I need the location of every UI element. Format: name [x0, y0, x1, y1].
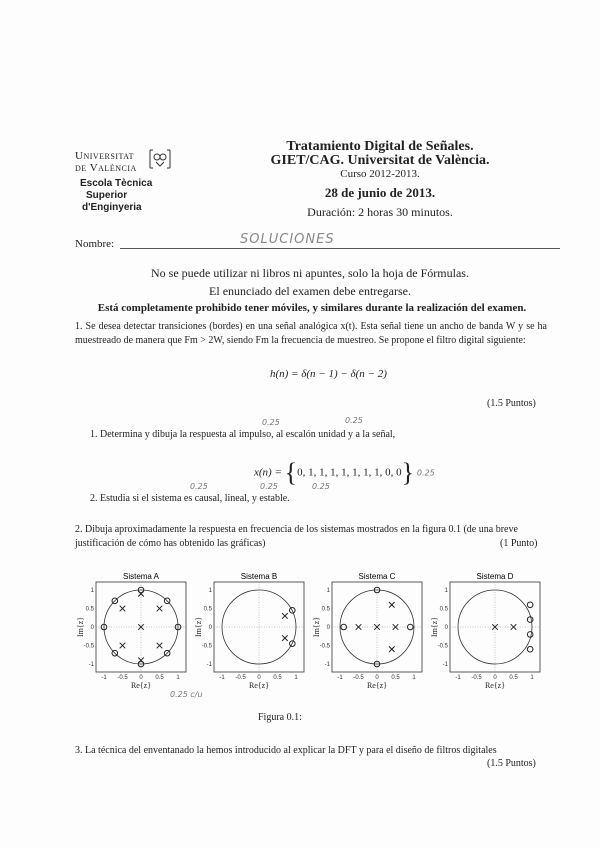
- pole-marker: [120, 643, 126, 649]
- tick-label: -1: [88, 662, 94, 668]
- tick-label: 0: [326, 625, 330, 631]
- tick-label: 1: [90, 588, 94, 594]
- handwritten-note: 0.25: [262, 418, 280, 427]
- tick-label: 0: [208, 625, 212, 631]
- university-logo-text: [75, 150, 137, 174]
- zero-marker: [527, 617, 533, 623]
- tick-label: -0.5: [471, 675, 482, 681]
- tick-label: 0: [493, 675, 497, 681]
- x-axis-label: Re{z}: [366, 681, 388, 690]
- exam-course: Curso 2012-2013.: [340, 168, 420, 180]
- pole-marker: [157, 606, 163, 612]
- zero-marker: [527, 646, 533, 652]
- tick-label: -0.5: [437, 643, 448, 650]
- question3-points: (1.5 Puntos): [487, 758, 536, 769]
- question1-text: 1. Se desea detectar transiciones (bordes) en una señal analógica x(t). Esta señal tiene un ancho de banda W y se ha muestreado de manera que Fm > 2W, siendo Fm la frecuencia de muestreo. Se propone el filtro digital siguiente:: [75, 321, 547, 346]
- pole-marker: [157, 643, 163, 649]
- pole-zero-plot: [430, 572, 540, 690]
- tick-label: 0: [257, 675, 261, 681]
- pole-zero-plot: [312, 572, 422, 690]
- pole-marker: [120, 606, 126, 612]
- x-axis-label: Re{z}: [484, 681, 506, 690]
- zero-marker: [527, 602, 533, 608]
- pole-marker: [389, 602, 395, 608]
- question3-text: 3. La técnica del enventanado la hemos introducido al explicar la DFT y para el diseño de filtros digitales: [75, 745, 497, 756]
- pole-marker: [389, 646, 395, 652]
- exam-subtitle: GIET/CAG. Universitat de València.: [270, 153, 490, 168]
- tick-label: 0.5: [203, 606, 212, 613]
- tick-label: 1: [176, 675, 180, 681]
- tick-label: -0.5: [235, 675, 246, 681]
- x-axis-label: Re{z}: [130, 681, 152, 690]
- plot-title: Sistema C: [358, 572, 396, 581]
- university-seal-icon: [148, 148, 172, 175]
- tick-label: 1: [444, 588, 448, 594]
- question1-item1-text: 1. Determina y dibuja la respuesta al impulso, al escalón unidad y a la señal,: [90, 429, 396, 440]
- rule-no-phones: Está completamente prohibido tener móviles, y similares durante la realización del examen.: [97, 302, 527, 314]
- handwritten-note: 0.25: [312, 482, 330, 491]
- tick-label: 0: [139, 675, 143, 681]
- rule-no-books: No se puede utilizar ni libros ni apuntes, solo la hoja de Fórmulas.: [151, 266, 469, 280]
- exam-title: Tratamiento Digital de Señales.: [286, 139, 474, 154]
- tick-label: -1: [442, 662, 448, 668]
- school-name-line1: Escola Tècnica: [80, 178, 153, 189]
- pole-zero-plot: [194, 572, 304, 690]
- handwritten-note: 0.25: [190, 482, 208, 491]
- pole-marker: [282, 613, 288, 619]
- tick-label: 0.5: [273, 675, 282, 681]
- pole-zero-figure: [76, 570, 560, 700]
- tick-label: 0: [90, 625, 94, 631]
- name-label: Nombre:: [75, 238, 115, 250]
- tick-label: 1: [294, 675, 298, 681]
- tick-label: 0: [444, 625, 448, 631]
- tick-label: 0.5: [509, 675, 518, 681]
- tick-label: -0.5: [201, 643, 212, 650]
- tick-label: 0.5: [155, 675, 164, 681]
- signal-equation-left: x(n) =: [254, 466, 282, 479]
- tick-label: 0.5: [391, 675, 400, 681]
- school-logo-text: [80, 178, 152, 214]
- tick-label: -0.5: [117, 675, 128, 681]
- figure-caption: Figura 0.1:: [258, 712, 302, 723]
- pole-marker: [282, 635, 288, 641]
- name-line: [120, 248, 560, 249]
- tick-label: 1: [530, 675, 534, 681]
- y-axis-label: Im{z}: [312, 616, 321, 638]
- pole-zero-plot: [76, 572, 186, 690]
- tick-label: 0: [375, 675, 379, 681]
- question1-item2: 2. Estudia si el sistema es causal, lineal, y estable.: [90, 493, 290, 504]
- tick-label: 1: [412, 675, 416, 681]
- university-name-line1: Universitat: [75, 150, 135, 162]
- question2-points: (1 Punto): [500, 538, 538, 549]
- pole-marker: [138, 591, 144, 597]
- handwritten-note: 0.25: [345, 416, 363, 425]
- zero-marker: [341, 624, 347, 630]
- x-axis-label: Re{z}: [248, 681, 270, 690]
- tick-label: 0.5: [85, 606, 94, 613]
- handwritten-note: 0.25 c/u: [170, 690, 203, 699]
- tick-label: 1: [326, 588, 330, 594]
- tick-label: 0.5: [321, 606, 330, 613]
- tick-label: 0.5: [439, 606, 448, 613]
- tick-label: 1: [208, 588, 212, 594]
- school-name-line2: Superior: [86, 190, 128, 201]
- y-axis-label: Im{z}: [430, 616, 439, 638]
- school-name-line3: d'Enginyeria: [82, 202, 142, 213]
- question1-equation: h(n) = δ(n − 1) − δ(n − 2): [270, 368, 387, 380]
- y-axis-label: Im{z}: [194, 616, 203, 638]
- question1-item1: [90, 428, 520, 442]
- question1-points: (1.5 Puntos): [487, 398, 536, 409]
- y-axis-label: Im{z}: [76, 616, 85, 638]
- rule-return-exam: El enunciado del examen debe entregarse.: [209, 284, 411, 298]
- question2-text: 2. Dibuja aproximadamente la respuesta en frecuencia de los sistemas mostrados en la figura 0.1 (de una breve justificación de cómo has obtenido las gráficas): [75, 524, 518, 549]
- handwritten-note: 0.25: [260, 482, 278, 491]
- tick-label: -1: [455, 675, 461, 681]
- signal-equation: x(n) = {0, 1, 1, 1, 1, 1, 1, 1, 0, 0} 0.25: [254, 458, 435, 487]
- plot-title: Sistema A: [122, 572, 160, 581]
- exam-duration: Duración: 2 horas 30 minutos.: [307, 205, 453, 219]
- zero-marker: [527, 632, 533, 638]
- tick-label: -1: [101, 675, 107, 681]
- tick-label: -0.5: [83, 643, 94, 650]
- tick-label: -1: [206, 662, 212, 668]
- tick-label: -1: [337, 675, 343, 681]
- exam-date: 28 de junio de 2013.: [324, 185, 436, 200]
- name-handwritten: SOLUCIONES: [240, 232, 335, 247]
- tick-label: -1: [219, 675, 225, 681]
- handwritten-note: 0.25: [416, 468, 435, 478]
- plot-title: Sistema B: [240, 572, 278, 581]
- tick-label: -0.5: [353, 675, 364, 681]
- plot-title: Sistema D: [476, 572, 514, 581]
- university-name-line2: de València: [75, 162, 137, 174]
- tick-label: -1: [324, 662, 330, 668]
- tick-label: -0.5: [319, 643, 330, 650]
- signal-values: 0, 1, 1, 1, 1, 1, 1, 1, 0, 0: [297, 466, 402, 479]
